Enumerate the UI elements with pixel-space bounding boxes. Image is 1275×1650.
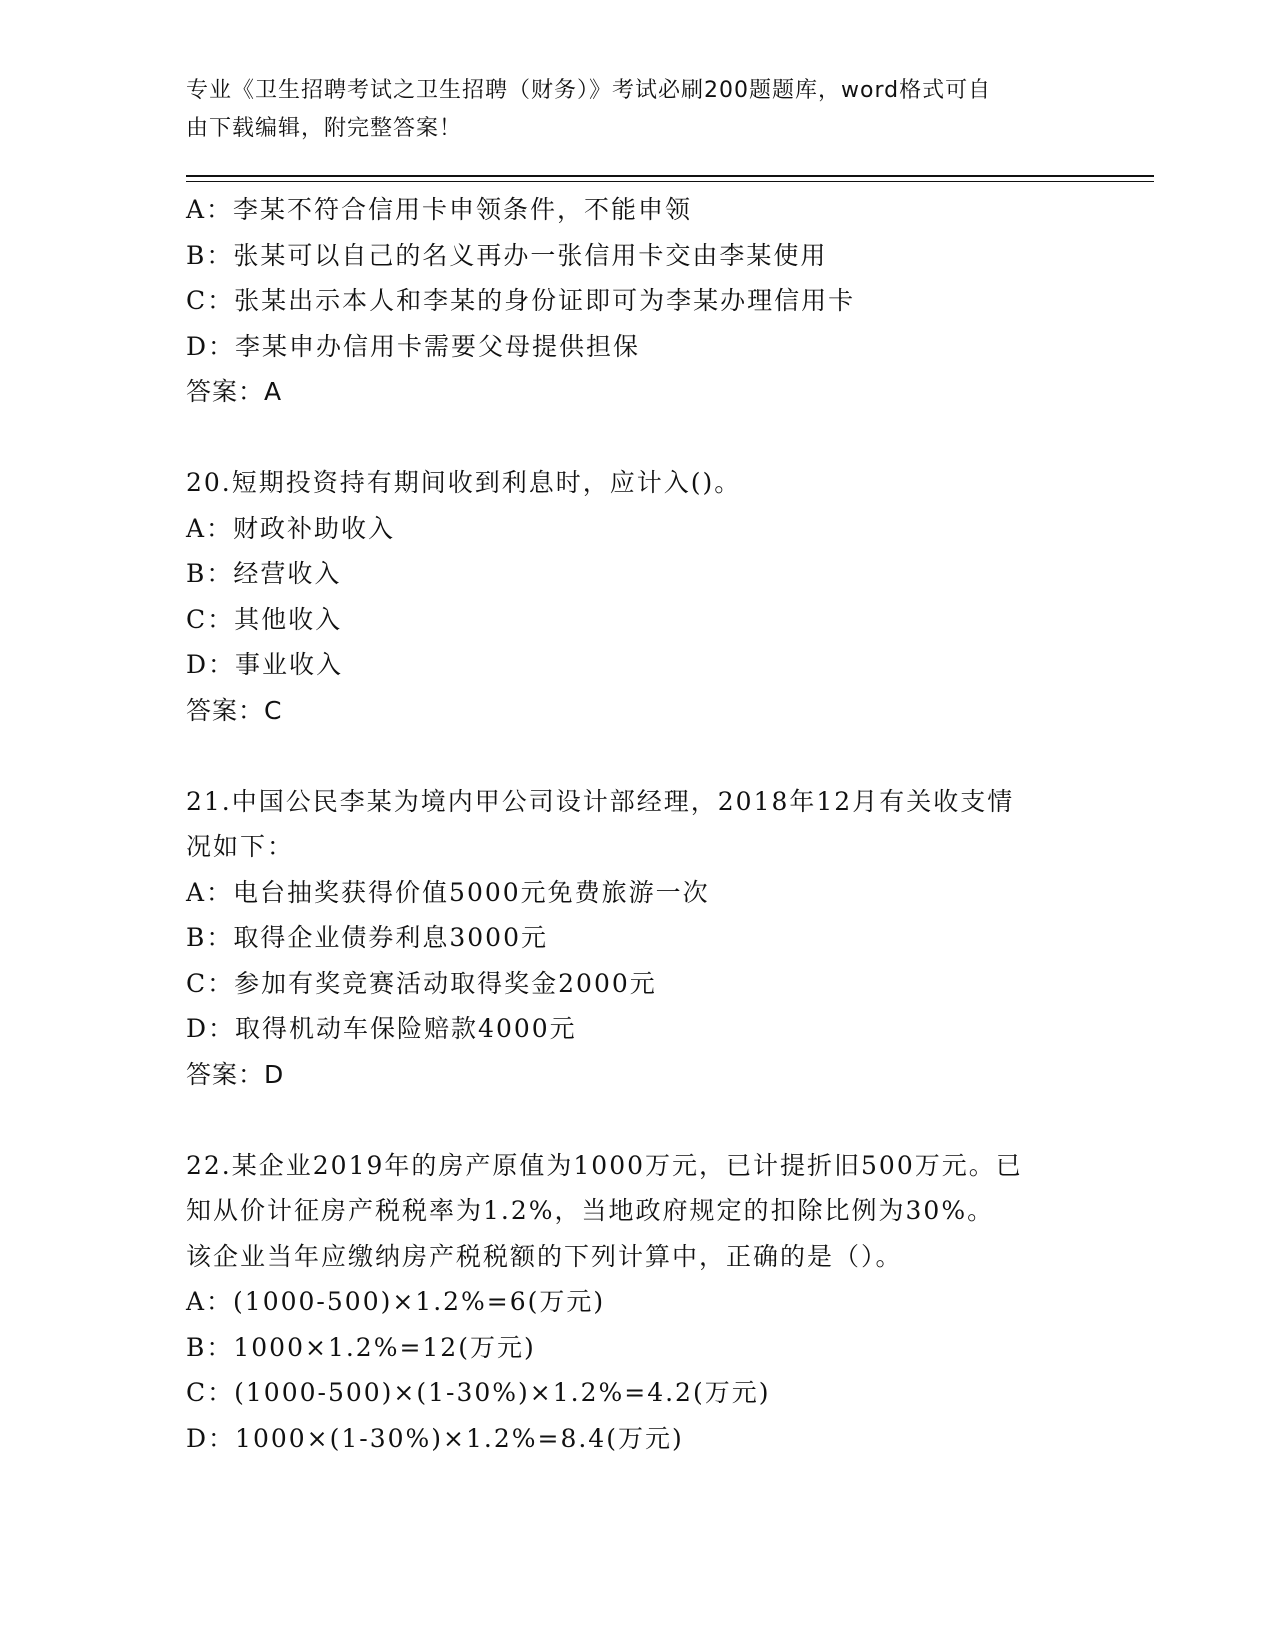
- question-stem: 22.某企业2019年的房产原值为1000万元，已计提折旧500万元。已: [186, 1150, 1023, 1180]
- option-c: C：参加有奖竞赛活动取得奖金2000元: [186, 968, 657, 998]
- option-a: A：(1000-500)×1.2%=6(万元): [186, 1287, 606, 1316]
- question-stem: 20.短期投资持有期间收到利息时，应计入()。: [186, 468, 742, 497]
- question-spacer: [186, 1097, 1086, 1143]
- option-b: B：经营收入: [186, 559, 342, 588]
- question-stem: 21.中国公民李某为境内甲公司设计部经理，2018年12月有关收支情: [186, 786, 1015, 816]
- header-line-1: 专业《卫生招聘考试之卫生招聘（财务）》考试必刷200题题库，word格式可自: [186, 78, 992, 103]
- option-c: C：张某出示本人和李某的身份证即可为李某办理信用卡: [186, 286, 856, 315]
- question-list: [186, 187, 1086, 1461]
- option-b: B：取得企业债券利息3000元: [186, 923, 548, 952]
- question-21: [186, 779, 1086, 1098]
- document-header: [186, 72, 1066, 148]
- option-d: D：李某申办信用卡需要父母提供担保: [186, 331, 641, 361]
- option-d: D：取得机动车保险赔款4000元: [186, 1014, 577, 1043]
- option-c: C：其他收入: [186, 604, 343, 634]
- answer-label: 答案：C: [186, 695, 283, 725]
- question-spacer: [186, 733, 1086, 779]
- question-stem-continued: 知从价计征房产税税率为1.2%，当地政府规定的扣除比例为30%。: [186, 1196, 995, 1225]
- header-line-2: 由下载编辑，附完整答案！: [186, 116, 463, 141]
- option-a: A：电台抽奖获得价值5000元免费旅游一次: [186, 877, 710, 907]
- answer-label: 答案：D: [186, 1059, 285, 1089]
- question-19: [186, 187, 1086, 415]
- question-stem-continued: 该企业当年应缴纳房产税税额的下列计算中，正确的是（）。: [186, 1241, 903, 1271]
- question-stem-continued: 况如下：: [186, 832, 295, 861]
- option-b: B：张某可以自己的名义再办一张信用卡交由李某使用: [186, 240, 828, 270]
- header-rule-thick: [186, 175, 1154, 177]
- option-b: B：1000×1.2%=12(万元): [186, 1332, 536, 1362]
- question-spacer: [186, 415, 1086, 461]
- question-20: [186, 460, 1086, 733]
- option-a: A：李某不符合信用卡申领条件，不能申领: [186, 195, 693, 224]
- option-a: A：财政补助收入: [186, 513, 396, 543]
- option-c: C：(1000-500)×(1-30%)×1.2%=4.2(万元): [186, 1378, 771, 1407]
- option-d: D：事业收入: [186, 650, 344, 679]
- option-d: D：1000×(1-30%)×1.2%=8.4(万元): [186, 1423, 684, 1453]
- answer-label: 答案：A: [186, 377, 283, 406]
- header-rule-thin: [186, 181, 1154, 182]
- question-22: [186, 1143, 1086, 1462]
